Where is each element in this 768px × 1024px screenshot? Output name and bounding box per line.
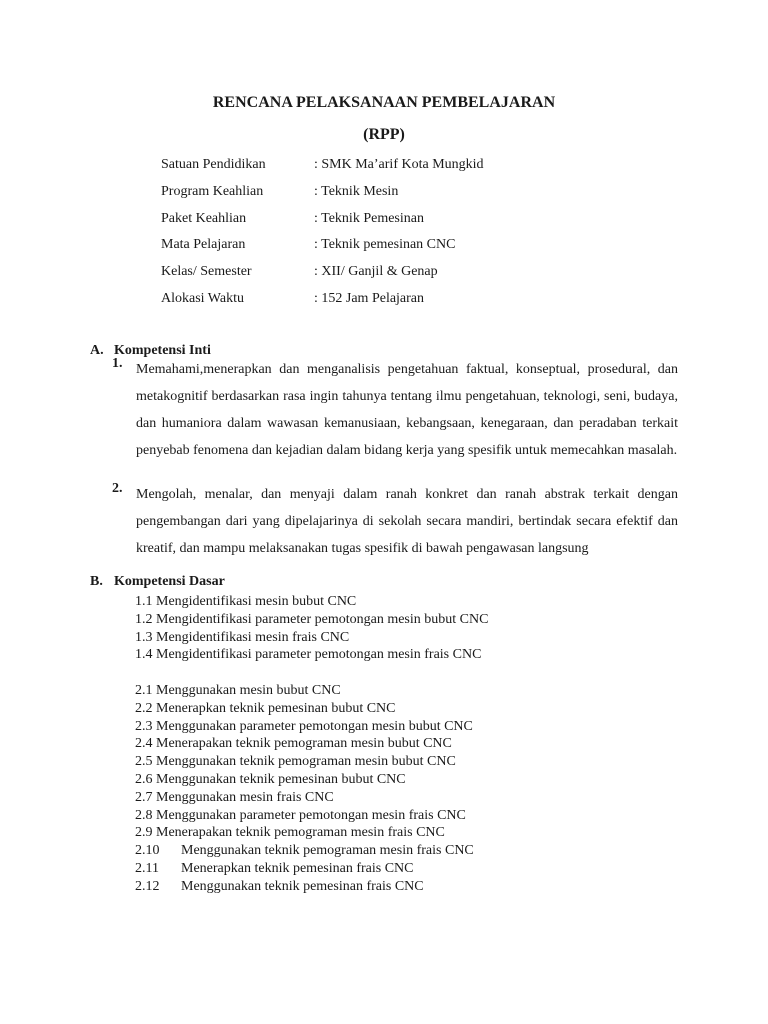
kd-text: Menggunakan teknik pemesinan frais CNC: [181, 878, 424, 894]
kd-item: 1.4 Mengidentifikasi parameter pemotongan mesin frais CNC: [135, 647, 482, 663]
kd-text: Menggunakan parameter pemotongan mesin bubut CNC: [156, 718, 473, 734]
kd-number: 2.7: [135, 789, 153, 805]
identity-label: Satuan Pendidikan: [161, 157, 266, 172]
identity-row: [161, 262, 681, 289]
kd-number: 2.5: [135, 754, 153, 770]
kd-number: 2.12: [135, 878, 160, 894]
identity-row: [161, 289, 681, 316]
identity-value: : SMK Ma’arif Kota Mungkid: [314, 157, 484, 172]
kd-text: Menggunakan parameter pemotongan mesin frais CNC: [156, 807, 466, 823]
section-b-title: Kompetensi Dasar: [114, 574, 225, 589]
kd-number: 2.4: [135, 736, 153, 752]
kd-number: 2.11: [135, 860, 159, 876]
document-title: RENCANA PELAKSANAAN PEMBELAJARAN: [212, 94, 556, 111]
kd-text: Menggunakan mesin frais CNC: [156, 789, 334, 805]
kompetensi-inti-item: [112, 481, 678, 562]
kd-text: Menggunakan mesin bubut CNC: [156, 683, 341, 698]
kd-item: [135, 753, 695, 771]
kd-item: 1.2 Mengidentifikasi parameter pemotongan mesin bubut CNC: [135, 611, 489, 627]
identity-value: : Teknik pemesinan CNC: [314, 237, 456, 253]
kd-text: Menggunakan teknik pemograman mesin bubut CNC: [156, 754, 456, 770]
ki-number: 1.: [112, 356, 123, 371]
identity-row: [161, 209, 681, 236]
kd-item: [135, 807, 695, 825]
kd-number: 2.8: [135, 807, 153, 823]
kompetensi-dasar-group-2: [135, 682, 695, 896]
kd-number: 2.10: [135, 843, 160, 859]
identity-row: [161, 235, 681, 262]
identity-label: Program Keahlian: [161, 183, 264, 199]
kd-item: [135, 842, 695, 860]
kd-item: [135, 682, 695, 700]
identity-label: Mata Pelajaran: [161, 237, 246, 253]
kd-text: Menerapakan teknik pemograman mesin bubut CNC: [156, 736, 452, 752]
kd-number: 2.9: [135, 825, 153, 841]
identity-label: Paket Keahlian: [161, 210, 247, 226]
identity-label: Kelas/ Semester: [161, 264, 252, 280]
kd-item: [135, 824, 695, 842]
section-a-title: Kompetensi Inti: [114, 343, 211, 358]
ki-text: Mengolah, menalar, dan menyaji dalam ranah konkret dan ranah abstrak terkait dengan pengembangan dari yang dipelajarinya di sekolah secara mandiri, bertindak secara efektif dan kreatif, dan mampu melaksanakan tugas spesifik di bawah pengawasan langsung: [136, 487, 678, 556]
kompetensi-dasar-group-1: [135, 593, 695, 664]
kd-number: 2.1: [135, 683, 153, 698]
section-a-letter: A.: [90, 343, 104, 358]
kd-item: [135, 789, 695, 807]
kd-item: [135, 718, 695, 736]
identity-value: : Teknik Mesin: [314, 183, 399, 199]
identity-label: Alokasi Waktu: [161, 290, 244, 306]
identity-value: : XII/ Ganjil & Genap: [314, 264, 438, 280]
document-subtitle: (RPP): [363, 126, 405, 143]
ki-text: Memahami,menerapkan dan menganalisis pengetahuan faktual, konseptual, prosedural, dan metakognitif berdasarkan rasa ingin tahunya tentang ilmu pengetahuan, teknologi, seni, budaya, dan humaniora dalam wawasan kemanusiaan, kebangsaan, kenegaraan, dan peradaban terkait penyebab fenomena dan kejadian dalam bidang kerja yang spesifik untuk memecahkan masalah.: [136, 362, 678, 458]
identity-row: [161, 155, 681, 182]
identity-value: : Teknik Pemesinan: [314, 210, 424, 226]
kd-text: Menerapkan teknik pemesinan bubut CNC: [156, 700, 396, 716]
ki-number: 2.: [112, 481, 123, 496]
kd-item: [135, 735, 695, 753]
kd-number: 2.3: [135, 718, 153, 734]
kd-item: [135, 860, 695, 878]
kd-number: 2.6: [135, 771, 153, 787]
kd-text: Menggunakan teknik pemograman mesin frais CNC: [181, 843, 474, 859]
kd-item: 1.1 Mengidentifikasi mesin bubut CNC: [135, 594, 357, 609]
identity-value: : 152 Jam Pelajaran: [314, 290, 425, 306]
kd-text: Menerapakan teknik pemograman mesin frais CNC: [156, 825, 445, 841]
kd-text: Menerapkan teknik pemesinan frais CNC: [181, 860, 414, 876]
kd-item: [135, 771, 695, 789]
kompetensi-inti-item: [112, 356, 678, 464]
kd-item: [135, 878, 695, 896]
kd-item: 1.3 Mengidentifikasi mesin frais CNC: [135, 629, 350, 645]
kd-item: [135, 700, 695, 718]
identity-table: [161, 155, 681, 316]
kd-text: Menggunakan teknik pemesinan bubut CNC: [156, 771, 406, 787]
section-b-letter: B.: [90, 574, 103, 589]
section-b-heading: [90, 574, 225, 590]
kd-number: 2.2: [135, 700, 153, 716]
identity-row: [161, 182, 681, 209]
